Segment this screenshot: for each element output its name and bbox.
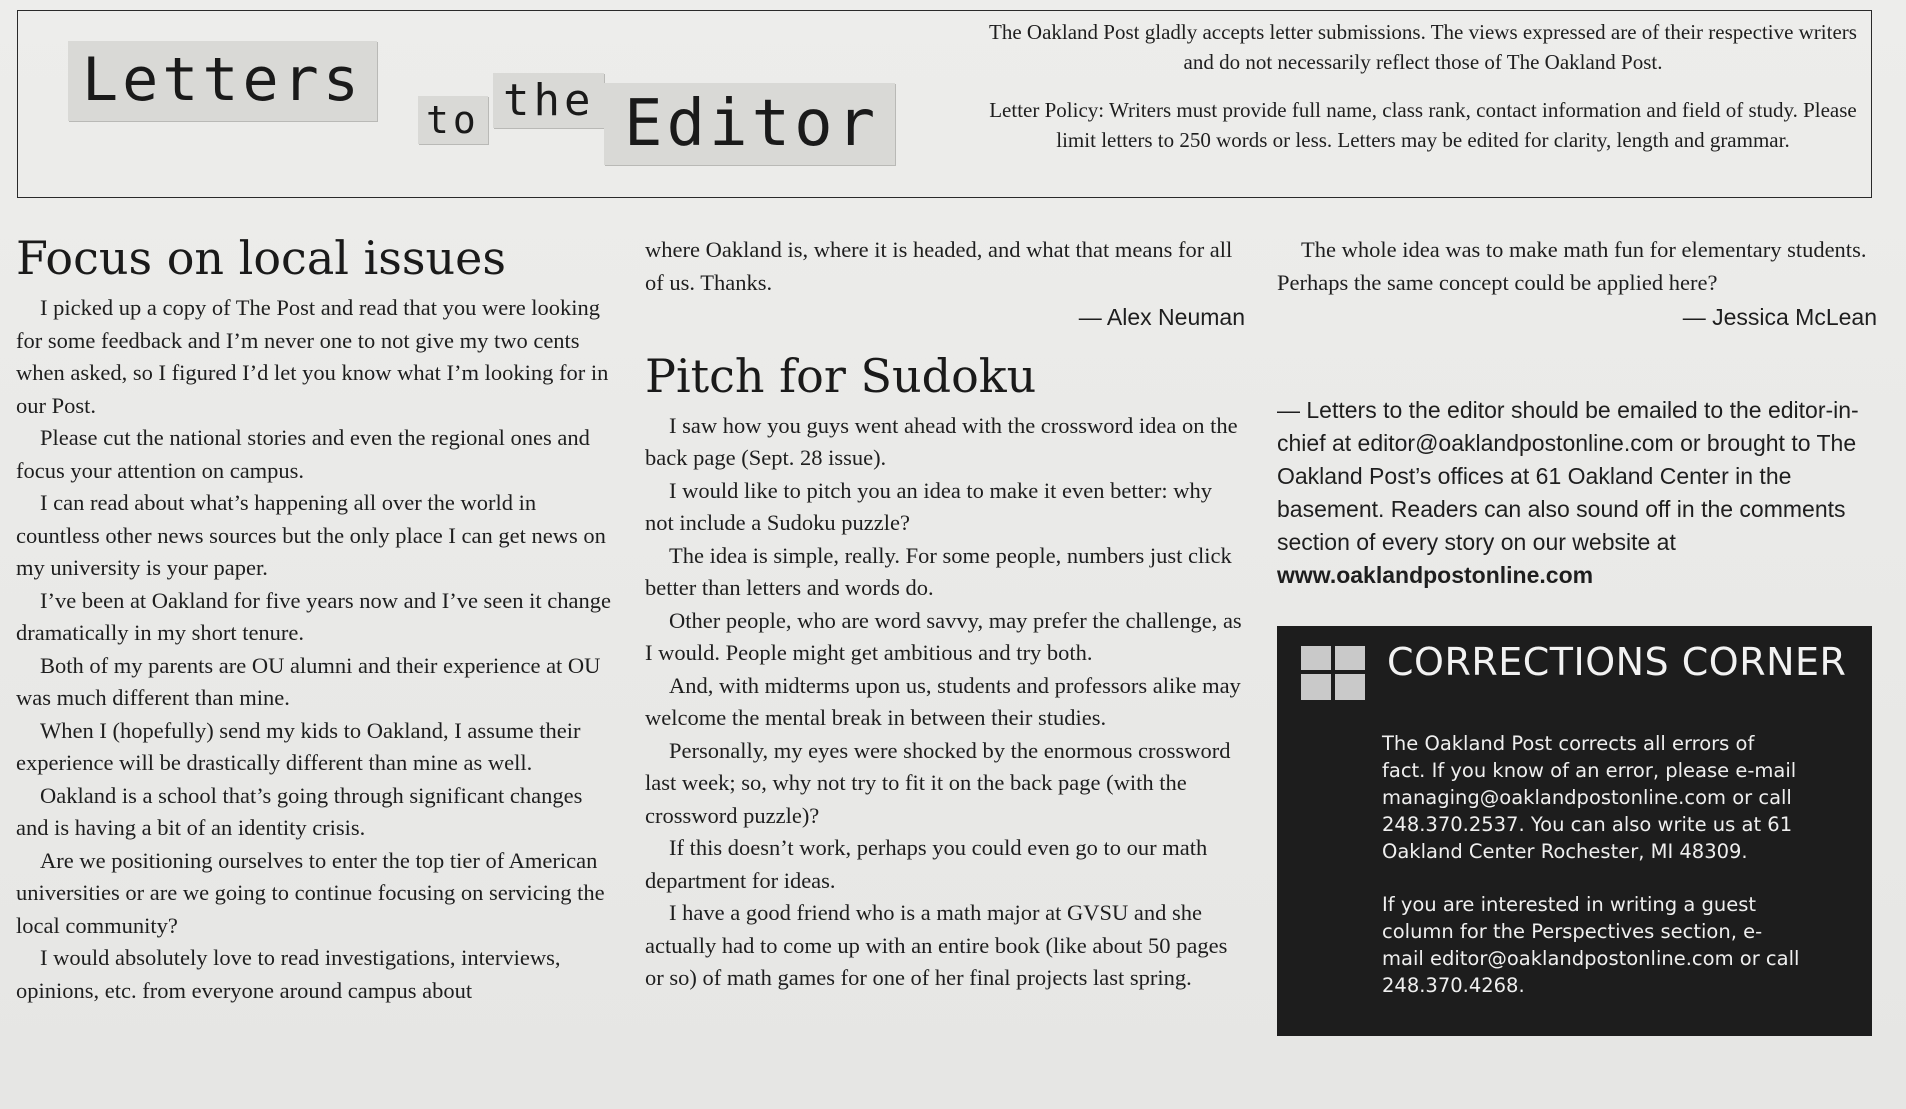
paragraph: The idea is simple, really. For some people, numbers just click better than letters and words do. [645, 542, 1232, 600]
letter2-continuation: The whole idea was to make math fun for elementary students. Perhaps the same concept could be applied here? [1277, 237, 1867, 295]
corrections-body [1382, 730, 1802, 1025]
paragraph: I would absolutely love to read investigations, interviews, opinions, etc. from everyone around campus about [16, 945, 561, 1003]
submission-note [1277, 394, 1877, 592]
corrections-paragraph: If you are interested in writing a guest column for the Perspectives section, e-mail editor@oaklandpostonline.com or call 248.370.4268. [1382, 893, 1800, 997]
side-column [1277, 234, 1877, 592]
letter-policy [983, 17, 1863, 173]
paragraph: I picked up a copy of The Post and read that you were looking for some feedback and I’m never one to not give my two cents when asked, so I figured I’d let you know what I’m looking for in our Post. [16, 295, 609, 418]
letter2-headline: Pitch for Sudoku [645, 348, 1037, 403]
corrections-title: CORRECTIONS CORNER [1387, 640, 1847, 684]
submission-disclaimer: The Oakland Post gladly accepts letter submissions. The views expressed are of their respective writers and do not necessarily reflect those of The Oakland Post. [989, 20, 1857, 74]
submission-note-text: — Letters to the editor should be emailed to the editor-in-chief at editor@oaklandpostonline.com or brought to The Oakland Post’s offices at 61 Oakland Center in the basement. Readers can also sound off in the comments section of every story on our website at [1277, 396, 1859, 555]
paragraph: Both of my parents are OU alumni and their experience at OU was much different than mine. [16, 652, 601, 710]
title-word-to: to [418, 96, 488, 144]
website-link[interactable]: www.oaklandpostonline.com [1277, 561, 1594, 588]
paragraph: When I (hopefully) send my kids to Oakland, I assume their experience will be drastically different than mine as well. [16, 717, 581, 775]
corrections-corner [1277, 626, 1872, 1036]
corrections-paragraph: The Oakland Post corrects all errors of fact. If you know of an error, please e-mail managing@oaklandpostonline.com or call 248.370.2537. You can also write us at 61 Oakland Center Rochester, MI 48309. [1382, 732, 1797, 863]
header-box [17, 10, 1872, 198]
policy-text: Letter Policy: Writers must provide full name, class rank, contact information and field of study. Please limit letters to 250 words or less. Letters may be edited for clarity, length and grammar. [989, 98, 1857, 152]
letter1-continuation: where Oakland is, where it is headed, and what that means for all of us. Thanks. [645, 237, 1233, 295]
title-word-the: the [493, 73, 604, 128]
paragraph: Personally, my eyes were shocked by the enormous crossword last week; so, why not try to fit it on the back page (with the crossword puzzle)? [645, 737, 1231, 828]
paragraph: I would like to pitch you an idea to make it even better: why not include a Sudoku puzzle? [645, 477, 1212, 535]
grid-icon [1301, 646, 1367, 700]
paragraph: Oakland is a school that’s going through significant changes and is having a bit of an identity crisis. [16, 782, 583, 840]
title-word-editor: Editor [604, 83, 895, 165]
title-word-letters: Letters [68, 41, 377, 121]
paragraph: And, with midterms upon us, students and professors alike may welcome the mental break in between their studies. [645, 672, 1241, 730]
letter1-headline: Focus on local issues [16, 231, 506, 285]
letter1-signature: — Alex Neuman [1078, 304, 1245, 330]
letter2-column [645, 234, 1245, 995]
paragraph: If this doesn’t work, perhaps you could even go to our math department for ideas. [645, 835, 1208, 893]
paragraph: I’ve been at Oakland for five years now and I’ve seen it change dramatically in my short tenure. [16, 587, 611, 645]
paragraph: Are we positioning ourselves to enter the top tier of American universities or are we going to continue focusing on servicing the local community? [16, 847, 605, 938]
letter2-signature: — Jessica McLean [1682, 304, 1877, 330]
paragraph: I have a good friend who is a math major at GVSU and she actually had to come up with an entire book (like about 50 pages or so) of math games for one of her final projects last spring. [645, 900, 1228, 990]
letter1-column [16, 230, 616, 1007]
paragraph: I can read about what’s happening all over the world in countless other news sources but the only place I can get news on my university is your paper. [16, 490, 606, 580]
paragraph: Please cut the national stories and even the regional ones and focus your attention on campus. [16, 425, 590, 483]
paragraph: Other people, who are word savvy, may prefer the challenge, as I would. People might get ambitious and try both. [645, 607, 1242, 665]
paragraph: I saw how you guys went ahead with the crossword idea on the back page (Sept. 28 issue). [645, 412, 1238, 470]
